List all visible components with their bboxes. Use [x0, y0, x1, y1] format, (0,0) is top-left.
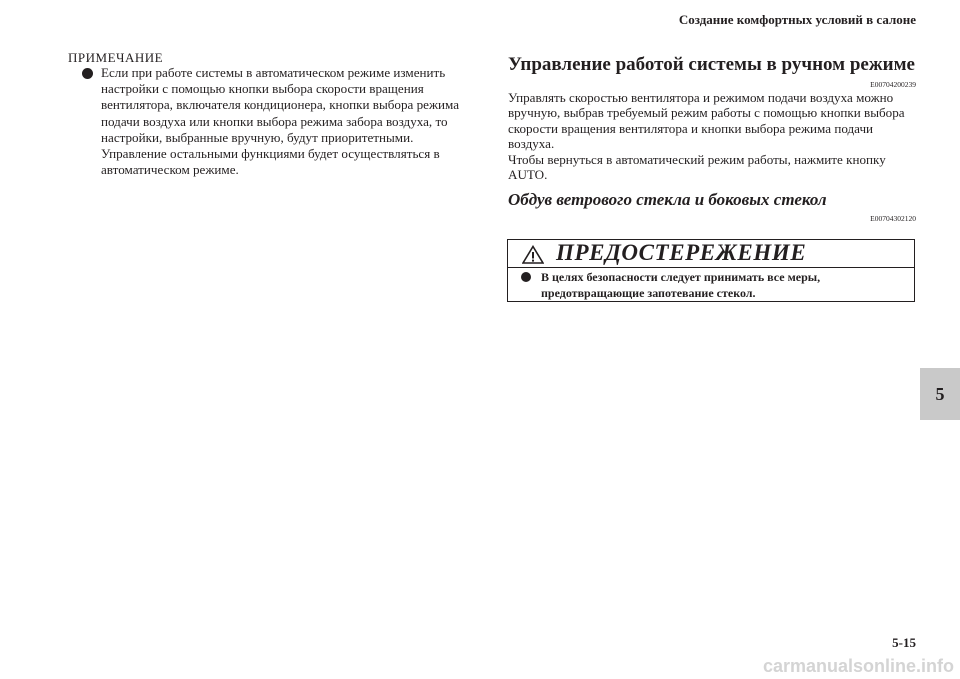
note-text: Если при работе системы в автоматическом режиме изменить настройки с помощью кнопки выбора скорости вращения вентилятора, включателя кондиционера, кнопки выбора режима подачи воздуха или кнопки выбора режима забора воздуха, то настройки, выбранные вручную, будут приоритетными. Управление остальными функциями будет осуществляться в автоматическом режиме. — [101, 65, 460, 178]
warning-header — [508, 240, 914, 268]
watermark: carmanualsonline.info — [762, 656, 954, 676]
warning-title: ПРЕДОСТЕРЕЖЕНИЕ — [556, 240, 807, 265]
note-label: ПРИМЕЧАНИЕ — [68, 50, 164, 65]
warning-body — [518, 270, 906, 301]
subsection-code: E00704302120 — [870, 214, 916, 223]
warning-text: В целях безопасности следует принимать все меры, предотвращающие запотевание стекол. — [541, 270, 821, 300]
section-title: Управление работой системы в ручном режиме — [508, 54, 915, 75]
section-code: E00704200239 — [870, 80, 916, 89]
section-paragraph-2: Чтобы вернуться в автоматический режим работы, нажмите кнопку AUTO. — [508, 151, 886, 183]
warning-triangle-icon — [522, 245, 544, 269]
subsection-title: Обдув ветрового стекла и боковых стекол — [508, 190, 827, 209]
page-number: 5-15 — [892, 635, 916, 650]
warning-box — [507, 239, 915, 302]
section-body — [508, 90, 916, 182]
bullet-icon — [521, 272, 531, 282]
chapter-tab: 5 — [920, 368, 960, 420]
note-block — [82, 65, 482, 178]
page-header-title: Создание комфортных условий в салоне — [678, 12, 916, 27]
section-paragraph-1: Управлять скоростью вентилятора и режимом подачи воздуха можно вручную, выбрав требуемый режим работы с помощью кнопки выбора скорости вращения вентилятора и кнопки выбора режима подачи воздуха. — [508, 90, 905, 152]
bullet-icon — [82, 68, 93, 79]
